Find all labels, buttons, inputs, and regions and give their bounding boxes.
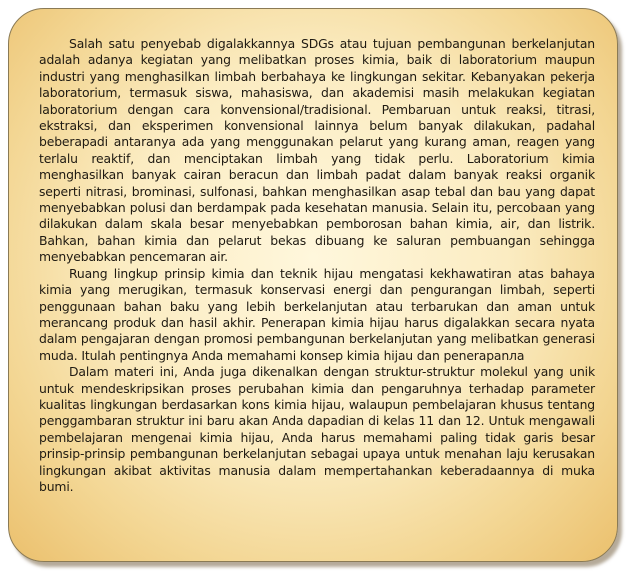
paragraph-1: Salah satu penyebab digalakkannya SDGs atau tujuan pembangunan berkelanjutan adalah adanya kegiatan yang melibatkan proses kimia, baik di laboratorium maupun industri yang menghasilkan limbah berbahaya ke lingkungan sekitar. Kebanyakan pekerja laboratorium, termasuk siswa, mahasiswa, dan akademisi masih melakukan kegiatan laboratorium dengan cara konvensional/tradisional. Pembaruan untuk reaksi, titrasi, ekstraksi, dan eksperimen konvensional lainnya belum banyak dilakukan, padahal beberapadi antaranya ada yang menggunakan pelarut yang kurang aman, reagen yang terlalu reaktif, dan menciptakan limbah yang tidak perlu. Laboratorium kimia menghasilkan banyak cairan beracun dan limbah padat dalam banyak reaksi organik seperti nitrasi, brominasi, sulfonasi, bahkan menghasilkan asap tebal dan bau yang dapat menyebabkan polusi dan berdampak pada kesehatan manusia. Selain itu, percobaan yang dilakukan dalam skala besar menyebabkan pemborosan bahan kimia, air, dan listrik. Bahkan, bahan kimia dan pelarut bekas dibuang ke saluran pembuangan sehingga menyebabkan pencemaran air. (39, 36, 595, 265)
text-box (8, 8, 618, 562)
text-content (39, 36, 595, 495)
paragraph-2: Ruang lingkup prinsip kimia dan teknik hijau mengatasi kekhawatiran atas bahaya kimia yang merugikan, termasuk konservasi energi dan pengurangan limbah, seperti penggunaan bahan baku yang lebih berkelanjutan atau terbarukan dan aman untuk merancang produk dan hasil akhir. Penerapan kimia hijau harus digalakkan secara nyata dalam pengajaran dengan promosi pembangunan berkelanjutan yang melibatkan generasi muda. Itulah pentingnya Anda memahami konsep kimia hijau dan penerapanлa (39, 265, 595, 363)
paragraph-3: Dalam materi ini, Anda juga dikenalkan dengan struktur-struktur molekul yang unik untuk mendeskripsikan proses perubahan kimia dan pengaruhnya terhadap parameter kualitas lingkungan berdasarkan kons kimia hijau, walaupun pembelajaran khusus tentang penggambaran struktur ini baru akan Anda dapadian di kelas 11 dan 12. Untuk mengawali pembelajaran mengenai kimia hijau, Anda harus memahami paling tidak garis besar prinsip-prinsip pembangunan berkelanjutan sebagai upaya untuk menahan laju kerusakan lingkungan akibat aktivitas manusia dalam mempertahankan keberadaannya di muka bumi. (39, 364, 595, 494)
